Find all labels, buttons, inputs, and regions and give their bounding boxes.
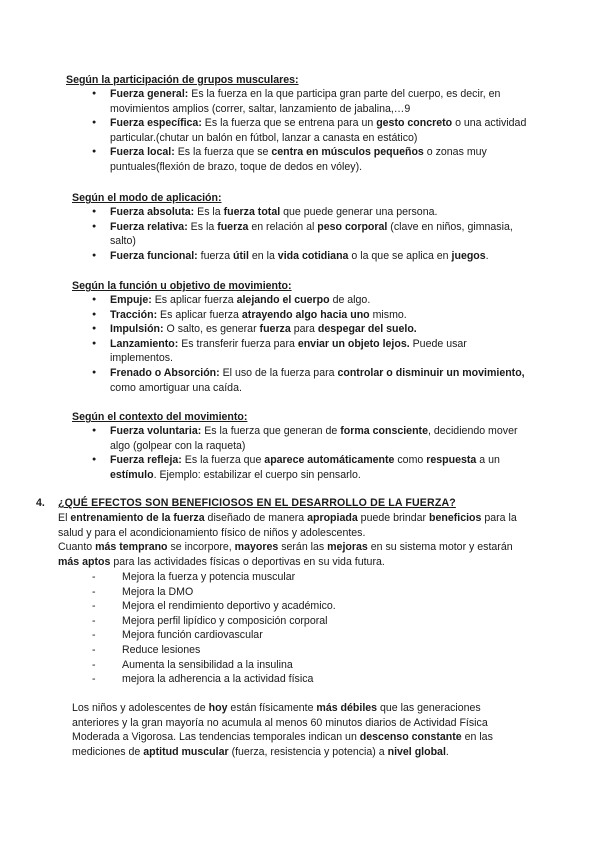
closing-paragraph (72, 701, 524, 759)
bold-text: controlar o disminuir un movimiento, (337, 366, 525, 379)
list-item (92, 220, 532, 249)
bold-text: mejoras (327, 541, 368, 554)
bold-text: más débiles (316, 702, 378, 714)
section-title-grupos-musculares: Según la participación de grupos musculares: (66, 74, 299, 86)
benefit-item: - Mejora función cardiovascular (92, 628, 512, 643)
text-run: para (290, 323, 318, 336)
list-item (92, 145, 532, 174)
text-run: El uso de la fuerza para (219, 366, 338, 379)
bold-text: Fuerza local: (110, 146, 175, 159)
question-heading (36, 496, 456, 511)
list-item (92, 424, 532, 453)
text-run: para las actividades físicas o deportivas en su vida futura. (110, 555, 385, 568)
list-item (92, 205, 532, 220)
bold-text: entrenamiento de la fuerza (70, 512, 205, 524)
text-run: en relación al (248, 220, 318, 233)
list-item (92, 249, 532, 264)
text-run: serán las (278, 541, 328, 554)
text-run: puede brindar (357, 512, 429, 524)
bold-text: más aptos (58, 555, 111, 568)
bold-text: fuerza total (223, 206, 281, 218)
bold-text: forma consciente (340, 425, 428, 437)
text-run: , decidiendo mover algo (golpear con la raqueta) (110, 425, 518, 452)
benefit-item: - Aumenta la sensibilidad a la insulina (92, 658, 512, 673)
bold-text: alejando el cuerpo (236, 294, 330, 306)
list-modo-aplicacion (92, 205, 532, 263)
list-item (92, 322, 532, 337)
text-run: Es aplicar fuerza (157, 308, 242, 321)
bold-text: fuerza (217, 220, 249, 233)
text-run: (clave en niños, gimnasia, salto) (110, 220, 513, 248)
bold-text: descenso constante (359, 731, 462, 744)
text-run: en la (248, 249, 278, 262)
text-run: Puede usar implementos. (110, 337, 467, 365)
benefit-item: - Reduce lesiones (92, 643, 512, 658)
text-run: o la que se aplica en (348, 249, 452, 262)
bold-text: beneficios (429, 512, 482, 524)
bold-text: juegos (451, 249, 486, 262)
bold-text: Tracción: (110, 308, 158, 321)
text-run: se incorpore, (167, 541, 235, 554)
list-item (92, 337, 532, 366)
benefit-item: - Mejora la DMO (92, 585, 512, 600)
text-run: Es la fuerza que generan de (201, 425, 341, 437)
list-item (92, 87, 532, 116)
bold-text: útil (233, 249, 249, 262)
text-run: o una actividad particular.(chutar un balón en fútbol, lanzar a canasta en estático) (110, 117, 527, 144)
text-run: Es la fuerza que se entrena para un (201, 117, 377, 130)
bold-text: Fuerza relativa: (110, 220, 188, 233)
bold-text: aptitud muscular (143, 745, 229, 758)
section-title-funcion-movimiento: Según la función u objetivo de movimiento: (72, 280, 292, 292)
intro-paragraph (58, 511, 532, 569)
text-run: o zonas muy puntuales(flexión de brazo, toque de dedos en vóley). (110, 146, 487, 173)
bold-text: peso corporal (317, 220, 388, 233)
bold-text: Fuerza específica: (110, 117, 202, 130)
text-run: . Ejemplo: estabilizar el cuerpo sin pensarlo. (153, 468, 361, 481)
bold-text: más temprano (95, 541, 168, 554)
text-run: O salto, es generar (163, 323, 260, 336)
bold-text: Frenado o Absorción: (110, 366, 220, 379)
text-run: Es transferir fuerza para (178, 337, 298, 350)
bold-text: apropiada (307, 512, 358, 524)
text-run: como amortiguar una caída. (110, 381, 242, 394)
text-run: que las generaciones anteriores y la gran mayoría no acumula al menos 60 minutos diarios de Actividad Física Moderada a Vigorosa. Las tendencias temporales indican un (72, 702, 488, 744)
bold-text: gesto concreto (376, 117, 453, 130)
bold-text: respuesta (426, 454, 477, 467)
list-funcion-movimiento (92, 293, 532, 395)
text-run: Cuanto (58, 541, 96, 554)
bold-text: despegar del suelo. (317, 323, 417, 336)
list-item (92, 293, 532, 308)
text-run: están físicamente (227, 702, 317, 714)
text-run: para la salud y para el acondicionamiento físico de niños y adolescentes. (58, 512, 517, 539)
text-run: como (394, 454, 427, 467)
text-run: Es la fuerza que se (174, 146, 272, 159)
text-run: . (445, 745, 449, 758)
bold-text: hoy (208, 702, 228, 714)
question-number: 4. (36, 497, 45, 509)
text-run: a un (476, 454, 500, 467)
bold-text: Lanzamiento: (110, 337, 179, 350)
bold-text: centra en músculos pequeños (271, 146, 424, 159)
list-item (92, 116, 532, 145)
benefit-item: - Mejora la fuerza y potencia muscular (92, 570, 512, 585)
section-title-contexto-movimiento: Según el contexto del movimiento: (72, 411, 248, 423)
benefit-item: - Mejora el rendimiento deportivo y académico. (92, 599, 512, 614)
text-run: (fuerza, resistencia y potencia) a (228, 745, 388, 758)
bold-text: aparece automáticamente (264, 454, 395, 467)
bold-text: Impulsión: (110, 323, 164, 336)
bold-text: Empuje: (110, 294, 152, 306)
benefit-item: - Mejora perfil lipídico y composición corporal (92, 614, 512, 629)
list-contexto-movimiento (92, 424, 532, 482)
bold-text: Fuerza general: (110, 88, 189, 100)
text-run: fuerza (197, 249, 234, 262)
text-run: en su sistema motor y estarán (367, 541, 513, 554)
text-run: en las mediciones de (72, 731, 493, 758)
list-item (92, 453, 532, 482)
text-run: . (485, 249, 489, 262)
text-run: Es la (194, 206, 224, 218)
benefit-item: - mejora la adherencia a la actividad física (92, 672, 512, 687)
text-run: mismo. (369, 308, 407, 321)
bold-text: nivel global (387, 745, 446, 758)
text-run: diseñado de manera (204, 512, 308, 524)
bold-text: Fuerza voluntaria: (110, 425, 202, 437)
text-run: que puede generar una persona. (280, 206, 438, 218)
text-run: Es la (187, 220, 218, 233)
section-title-modo-aplicacion: Según el modo de aplicación: (72, 192, 222, 204)
text-run: de algo. (329, 294, 371, 306)
list-item (92, 308, 532, 323)
text-run: Es la fuerza en la que participa gran parte del cuerpo, es decir, en movimientos amplios (correr, saltar, lanzamiento de jabalina,…9 (110, 88, 501, 115)
benefits-list (92, 570, 512, 687)
bold-text: vida cotidiana (277, 249, 349, 262)
bold-text: fuerza (259, 323, 291, 336)
list-grupos-musculares (92, 87, 532, 175)
bold-text: enviar un objeto lejos. (297, 337, 410, 350)
text-run: Los niños y adolescentes de (72, 702, 209, 714)
list-item (92, 366, 532, 395)
bold-text: Fuerza funcional: (110, 249, 198, 262)
bold-text: Fuerza absoluta: (110, 206, 195, 218)
text-run: El (58, 512, 71, 524)
text-run: Es aplicar fuerza (151, 294, 237, 306)
bold-text: estímulo (110, 468, 154, 481)
bold-text: Fuerza refleja: (110, 454, 182, 467)
question-title: ¿QUÉ EFECTOS SON BENEFICIOSOS EN EL DESARROLLO DE LA FUERZA? (58, 497, 456, 509)
bold-text: atrayendo algo hacia uno (241, 308, 370, 321)
text-run: Es la fuerza que (181, 454, 265, 467)
bold-text: mayores (234, 541, 279, 554)
